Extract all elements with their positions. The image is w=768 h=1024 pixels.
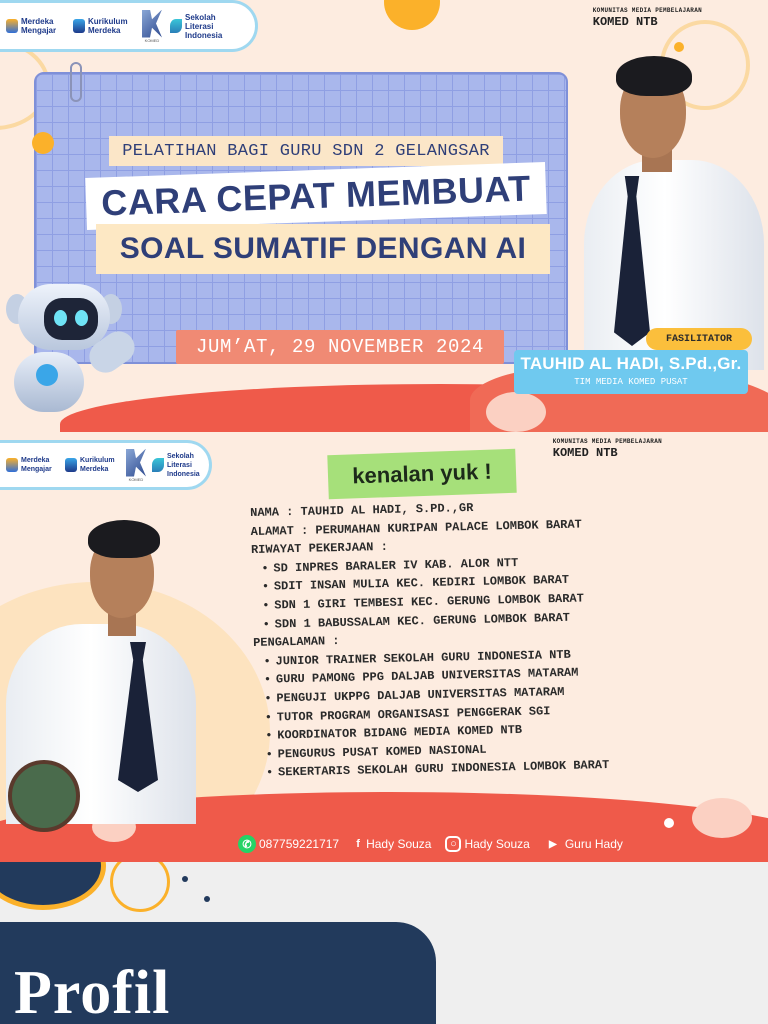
merdeka-mengajar-logo: Merdeka Mengajar (6, 17, 67, 35)
org-header (593, 7, 702, 29)
bio-name: NAMA : TAUHID AL HADI, S.PD.,GR (250, 500, 474, 520)
org-name: KOMED NTB (552, 446, 618, 460)
list-item: • SD INPRES BARALER IV KAB. ALOR NTT (251, 550, 671, 578)
list-item: • SDN 1 BABUSSALAM KEC. GERUNG LOMBOK BARAT (253, 606, 673, 634)
facebook-link[interactable]: f Hady Souza (353, 835, 431, 853)
org-subtitle: KOMUNITAS MEDIA PEMBELAJARAN (592, 7, 702, 14)
decor-dot (664, 818, 674, 828)
decor-squiggle (110, 862, 170, 912)
list-item: • KOORDINATOR BIDANG MEDIA KOMED NTB (255, 718, 675, 746)
decor-leaf (486, 392, 546, 432)
partner-logos (0, 0, 258, 52)
slide-profil-title (0, 862, 768, 1024)
list-item: • SEKERTARIS SEKOLAH GURU INDONESIA LOMBOK BARAT (256, 755, 676, 783)
slide-cover (0, 0, 768, 432)
org-name: KOMED NTB (592, 15, 658, 29)
slide-profile (0, 432, 768, 862)
decor-circle (0, 862, 106, 910)
kurikulum-merdeka-logo: Kurikulum Merdeka (65, 456, 120, 474)
list-item: • GURU PAMONG PPG DALJAB UNIVERSITAS MATARAM (254, 662, 674, 690)
bio-text (250, 494, 676, 782)
decor-sun-circle (384, 0, 440, 30)
whatsapp-icon: ✆ (238, 835, 256, 853)
youtube-link[interactable]: ▶ Guru Hady (544, 835, 623, 853)
facebook-icon: f (356, 838, 360, 850)
bio-address: ALAMAT : PERUMAHAN KURIPAN PALACE LOMBOK BARAT (250, 517, 582, 539)
facilitator-role: TIM MEDIA KOMED PUSAT (574, 377, 688, 387)
section-title: Profil (14, 959, 171, 1024)
sekolah-literasi-logo: Sekolah Literasi Indonesia (152, 452, 207, 479)
intro-heading: kenalan yuk ! (327, 449, 516, 500)
title-line-2: SOAL SUMATIF DENGAN AI (96, 224, 550, 274)
list-item: • JUNIOR TRAINER SEKOLAH GURU INDONESIA NTB (253, 643, 673, 671)
list-item: • SDN 1 GIRI TEMBESI KEC. GERUNG LOMBOK BARAT (252, 587, 672, 615)
facilitator-name: TAUHID AL HADI, S.Pd.,Gr. (520, 354, 742, 373)
globe-icon (8, 760, 80, 832)
event-subtitle: PELATIHAN BAGI GURU SDN 2 GELANGSAR (109, 136, 503, 166)
youtube-play-icon: ▶ (548, 838, 557, 850)
org-header (553, 438, 662, 460)
merdeka-mengajar-logo: Merdeka Mengajar (6, 456, 61, 474)
list-item: • PENGUJI UKPPG DALJAB UNIVERSITAS MATARAM (254, 680, 674, 708)
experience-label: PENGALAMAN : (252, 634, 340, 651)
paperclip-icon (70, 62, 82, 102)
partner-logos (0, 440, 212, 490)
whatsapp-contact[interactable]: ✆ 087759221717 (238, 835, 339, 853)
decor-dot (204, 896, 210, 902)
instagram-link[interactable]: ○ Hady Souza (445, 836, 529, 852)
social-links (238, 834, 638, 854)
instagram-icon: ○ (445, 836, 461, 852)
org-subtitle: KOMUNITAS MEDIA PEMBELAJARAN (552, 438, 662, 445)
decor-dot-left (32, 132, 54, 154)
komed-logo: KOMED (140, 6, 164, 46)
list-item: • TUTOR PROGRAM ORGANISASI PENGGERAK SGI (255, 699, 675, 727)
facilitator-photo (580, 50, 768, 362)
facilitator-name-box (514, 350, 748, 394)
sekolah-literasi-logo: Sekolah Literasi Indonesia (170, 13, 231, 40)
event-date: JUM’AT, 29 NOVEMBER 2024 (176, 330, 504, 364)
decor-dot (182, 876, 188, 882)
list-item: • PENGURUS PUSAT KOMED NASIONAL (255, 736, 675, 764)
decor-flower (692, 798, 752, 838)
title-line-1: CARA CEPAT MEMBUAT (85, 162, 547, 230)
list-item: • SDIT INSAN MULIA KEC. KEDIRI LOMBOK BARAT (252, 569, 672, 597)
facilitator-badge: FASILITATOR (646, 328, 752, 350)
komed-logo: KOMED (124, 445, 148, 485)
kurikulum-merdeka-logo: Kurikulum Merdeka (73, 17, 134, 35)
work-history-label: RIWAYAT PEKERJAAN : (250, 540, 388, 558)
